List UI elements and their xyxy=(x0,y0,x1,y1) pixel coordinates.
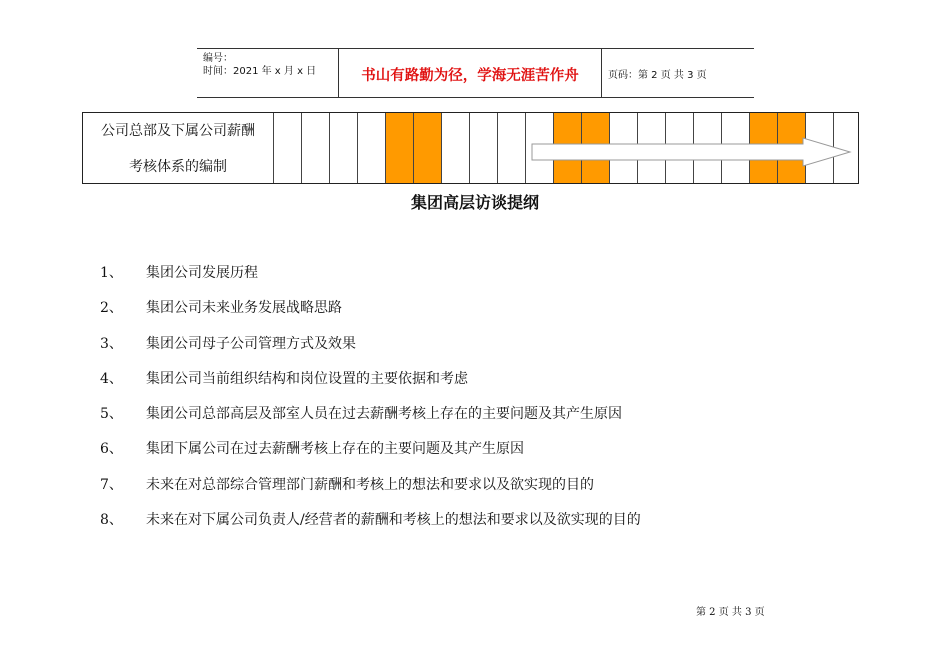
list-item-text: 集团公司母子公司管理方式及效果 xyxy=(146,335,356,352)
list-item-number: 5、 xyxy=(100,406,123,423)
number-label: 编号： xyxy=(203,53,233,64)
gantt-cell xyxy=(274,113,302,183)
list-item-number: 8、 xyxy=(100,512,123,529)
page-footer: 第 2 页 共 3 页 xyxy=(696,607,765,618)
time-label: 时间：2021 年 x 月 x 日 xyxy=(203,66,317,77)
list-item-text: 集团公司发展历程 xyxy=(146,265,258,281)
right-arrow-icon xyxy=(531,137,856,167)
gantt-cell xyxy=(358,113,386,183)
gantt-cell xyxy=(386,113,414,183)
page-info: 页码：第 2 页 共 3 页 xyxy=(608,70,707,81)
gantt-cell xyxy=(442,113,470,183)
list-item-number: 2、 xyxy=(100,300,123,317)
document-header xyxy=(197,48,754,98)
gantt-cell xyxy=(470,113,498,183)
list-item-text: 未来在对下属公司负责人/经营者的薪酬和考核上的想法和要求以及欲实现的目的 xyxy=(146,512,641,529)
task-label-line1: 公司总部及下属公司薪酬 xyxy=(101,123,255,139)
list-item-text: 集团公司总部高层及部室人员在过去薪酬考核上存在的主要问题及其产生原因 xyxy=(146,406,622,423)
list-item-text: 未来在对总部综合管理部门薪酬和考核上的想法和要求以及欲实现的目的 xyxy=(146,476,594,493)
list-item-text: 集团公司当前组织结构和岗位设置的主要依据和考虑 xyxy=(146,370,468,387)
list-item-number: 7、 xyxy=(100,476,123,493)
header-page-cell xyxy=(602,49,754,97)
gantt-cell xyxy=(414,113,442,183)
header-motto-cell xyxy=(339,49,602,97)
list-item-number: 1、 xyxy=(100,265,123,281)
gantt-cell xyxy=(302,113,330,183)
gantt-cell xyxy=(498,113,526,183)
page-title: 集团高层访谈提纲 xyxy=(410,193,539,212)
list-item-number: 6、 xyxy=(100,441,123,458)
motto: 书山有路勤为径，学海无涯苦作舟 xyxy=(361,68,579,84)
list-item-number: 3、 xyxy=(100,335,123,352)
task-label xyxy=(83,113,274,183)
gantt-table xyxy=(82,112,859,184)
header-meta-cell xyxy=(197,49,339,97)
list-item-number: 4、 xyxy=(100,370,123,387)
task-label-line2: 考核体系的编制 xyxy=(129,159,227,175)
list-item-text: 集团公司未来业务发展战略思路 xyxy=(146,300,342,317)
gantt-cell xyxy=(330,113,358,183)
list-item-text: 集团下属公司在过去薪酬考核上存在的主要问题及其产生原因 xyxy=(146,441,524,458)
